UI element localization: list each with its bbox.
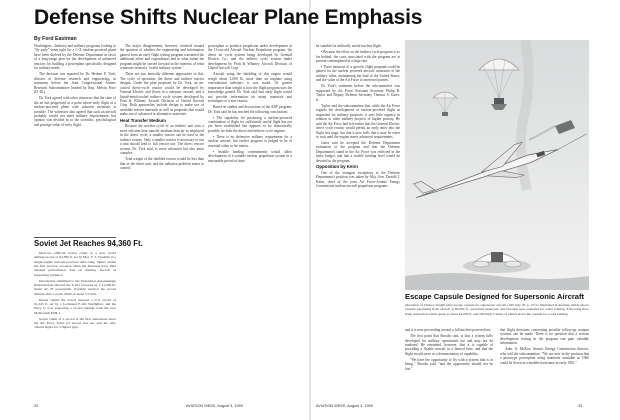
caption-text: Operation of Chance Vought pilot escape capsule for supersonic aircraft (AW July 20, p. 27) is illustrated in drawing which shows capsule separating from aircraft at 60,000 ft., parachute deployed, and flotation gear extended for water landing. Following first-stage separation which opens at about 62,000 ft. and 500 mph. Cluster of chutes slows the capsule for a safe landing. xyxy=(405,303,589,316)
body-paragraph: that flight decisions concerning possible follow-up weapon systems can be made. There is no question that a serious development testing in the program can gain valuable information. xyxy=(500,328,589,346)
running-footer-left: AVIATION WEEK, August 3, 1959 xyxy=(186,404,243,408)
bullet-paragraph: • Sizable funding commitments would allow development of a suitable nuclear propulsion system in a reasonable period of time. xyxy=(208,149,292,163)
body-paragraph: There are two basically different approaches to this. The cycle of operation: the direct and indirect reactor designs. Under the plan proposed by Dr. York, an air-cooled direct-cycle reactor would be developed by General Electric and flown in a subsonic aircraft, and a liquid-metal-cooled indirect cycle system developed by Pratt & Whitney Aircraft Division of United Aircraft Corp. Both approaches include design to make use of available reactor materials as well as proposals that would make use of advanced or alternative materials. xyxy=(120,72,204,117)
article-column-3 xyxy=(208,44,292,392)
body-paragraph: The first point that Shoults said, is that a system fully developed for military operational use and may not be tendered. He reminded, however, that it is capable of providing a flyable aircraft in a limited time, and that the flight would serve as a demonstration of capability. xyxy=(405,334,493,356)
bullet-paragraph: • Three missions of a specific flight program could be gained for the nuclear powered aircraft: assurance of the military value, maintaining the lead of the United States, and the value of the Air Force to interested parties. xyxy=(316,65,400,83)
body-paragraph: Taylor said the subcommittee that, while the Air Force regards the development of nuclear-powered flight as important for military purposes, it sees little urgency in relation to other military projects of higher priority. He said the Air Force had felt earlier that the General Electric direct cycle reactor would permit an early entry into the flight test stage, but that it now feels that it may be wiser to wait until the engine meets advanced requirements. xyxy=(316,103,400,139)
page-gutter xyxy=(309,0,311,420)
article-column-6 xyxy=(500,328,589,394)
body-paragraph: and it is now proceeding toward a full nuclear-powered test. xyxy=(405,328,492,332)
body-paragraph: be suitable for militarily useful nuclear flight. xyxy=(316,44,382,48)
caption-title: Escape Capsule Designed for Supersonic Aircraft xyxy=(405,292,585,301)
body-paragraph: Description submitted to the Federation Aeronautique Internationale showed the T-431 powered by a 21,050-lb. thrust AL-7F powerplant. Ilyushin reached the record altitude after a zoom climb of about 5.5 min. xyxy=(34,278,116,296)
article-column-2 xyxy=(120,44,204,392)
article-column-4 xyxy=(316,44,400,392)
body-paragraph: The decision was reported by Dr. Herbert F. York, director of defense research and engineering, in testimony before the Joint Congressional Atomic Research Subcommittee headed by Rep. Melvin Price (D.-Ill.). xyxy=(34,72,116,95)
capsule-descent-icon xyxy=(491,98,507,110)
body-paragraph: "We have the opportunity to fly with a system that is in being," Shoults said, "and the opportunity should not be lost." xyxy=(405,357,493,371)
article-byline: By Ford Eastman xyxy=(34,36,77,42)
sidebar-story xyxy=(34,251,116,391)
body-paragraph: powerplant to produce propulsion under development at the 11-ton-old Aircraft Nuclear Propulsion program; the direct air cycle system being developed by General Electric Co., and the indirect cycle system under development by Pratt & Whitney Aircraft Division of United Aircraft Corp. xyxy=(208,44,292,71)
ejected-capsule-icon xyxy=(529,120,575,140)
sidebar-rule xyxy=(34,237,116,238)
body-paragraph: Because the nuclear cycle of an indirect unit uses a more efficient heat transfer medium than air as employed in the direct cycle, a smaller reactor can be used in the indirect system. Only a smaller reactor is necessary to run a unit should lead to full reactor use. The direct reactor system, Dr. York said, is more advanced but also more complex. xyxy=(120,124,204,156)
body-paragraph: Moscow—Official Soviet claim of a new world altitude record of 94,360 ft. set by Maj. V. S. Ilyushin in a single-engine turbojet-powered delta-wing fighter marks the first postwar occasion when the Russians have filed detailed performance data on military aircraft as supporting evidence. xyxy=(34,251,116,277)
main-parachute-icon xyxy=(479,59,519,98)
section-subhead: Heat Transfer Medium xyxy=(120,117,166,123)
body-paragraph: Total weight of the shielded reactor would be less than that of the direct unit, and the radiation problem easier to control. xyxy=(120,157,204,170)
body-paragraph: Dr. York agreed with other witnesses that the state of the art has progressed to a point where early flight of a nuclear-powered plane with subsonic materials is possible. The witnesses also agreed that such an aircraft probably would not meet military requirements, but opinion was divided as to the scientific, psychological and prestige value of early flight. xyxy=(34,96,116,127)
flotation-capsule-icon xyxy=(463,252,531,273)
running-footer-right: AVIATION WEEK, August 3, 1959 xyxy=(316,404,373,408)
bullet-paragraph: • The capability for producing a nuclear-powered combination of flight for sufficiently useful flight has not yet been established but appears to be theoretically possible for both the direct and indirect cycle engines. xyxy=(208,115,292,133)
article-headline: Defense Shifts Nuclear Plane Emphasis xyxy=(34,6,423,29)
body-paragraph: Adm. A. McKee, Atomic Energy Commission director, who told the subcommittee: "We are now in the position that a prototype powerplant using materials available in 1960 could be flown in a modified airframe in early 1961." xyxy=(500,347,589,365)
bullet-paragraph: • There is no defensive military requirement for a nuclear aircraft; but further progress is judged to be of essential value to the nation. xyxy=(208,134,292,148)
body-paragraph: Aircraft using the shielding of this engine would weigh about 3,000 lb. more than an airplane using conventional turbojets, it was stated. Of greater importance than weight is how the flight program uses the knowledge gained. Dr. York said that early flight would not provide information on many materials and techniques of a new reactor. xyxy=(208,72,292,104)
escape-capsule-illustration xyxy=(405,40,589,290)
article-column-1 xyxy=(34,44,116,234)
article-column-5 xyxy=(405,328,493,394)
body-paragraph: Russia claims the record bettered a U.S. record of 91,243 ft. set by a Lockheed F-104 Starfighter, and the Navy is now preparing a record attempt with the new McDonnell F4H-1. xyxy=(34,297,116,315)
page-number-left: 32 xyxy=(34,404,39,408)
section-subhead: Opposition by Keirn xyxy=(316,164,358,170)
sidebar-headline: Soviet Jet Reaches 94,360 Ft. xyxy=(34,239,143,248)
supersonic-aircraft-icon xyxy=(410,122,589,209)
body-paragraph: Dr. York's statement before the subcommittee was supported by Air Force Assistant Secretary Philip B. Taylor and Deputy Defense Secretary Thomas S. Gates, Jr. xyxy=(316,84,400,102)
body-paragraph: One of the strongest exceptions to the Defense Department's position was taken by Maj. Gen. Donald J. Keirn, chief of the joint Air Force-Atomic Energy Commission nuclear aircraft propulsion programs. xyxy=(316,170,400,189)
body-paragraph: Soviet claim of a record is the first announced since the Air Force Sabre jet record was set, and the only official figure for a fighter type. xyxy=(34,316,116,330)
body-paragraph: Based on studies and discussions of the ANP program, Dr. York said he has reached the following conclusions: xyxy=(208,105,292,114)
body-paragraph: Washington—Industry and military programs looking to "fly early" seem right for a C-X nuclear-powered plane have been shelved by the Defense Department in favor of a long-range plan for the development of advanced reactors for building a powerplant specifically designed for military needs. xyxy=(34,44,116,71)
page-number-right: 33 xyxy=(578,404,583,408)
bullet-paragraph: • Because the effort on the indirect cycle program is so far behind, the costs associated with the program are at present contemplated at a large rate. xyxy=(316,50,400,63)
capsule-drawing xyxy=(405,40,589,290)
body-paragraph: Gates said he accepted the Defense Department evaluation of the program and that the Defense Department's stand in the Air Force was reflected in the latest budget, and that a sizable funding level would be devoted to the program. xyxy=(316,141,400,163)
body-paragraph: The major disagreement, however, centered around the question of whether the engineering and information gained from an early flight testing program warranted the additional effort and expenditures and to what extent the program might be carried forward in the interests of what witnesses termed a "useful military system." xyxy=(120,44,204,71)
drogue-parachute-icon xyxy=(433,92,457,116)
